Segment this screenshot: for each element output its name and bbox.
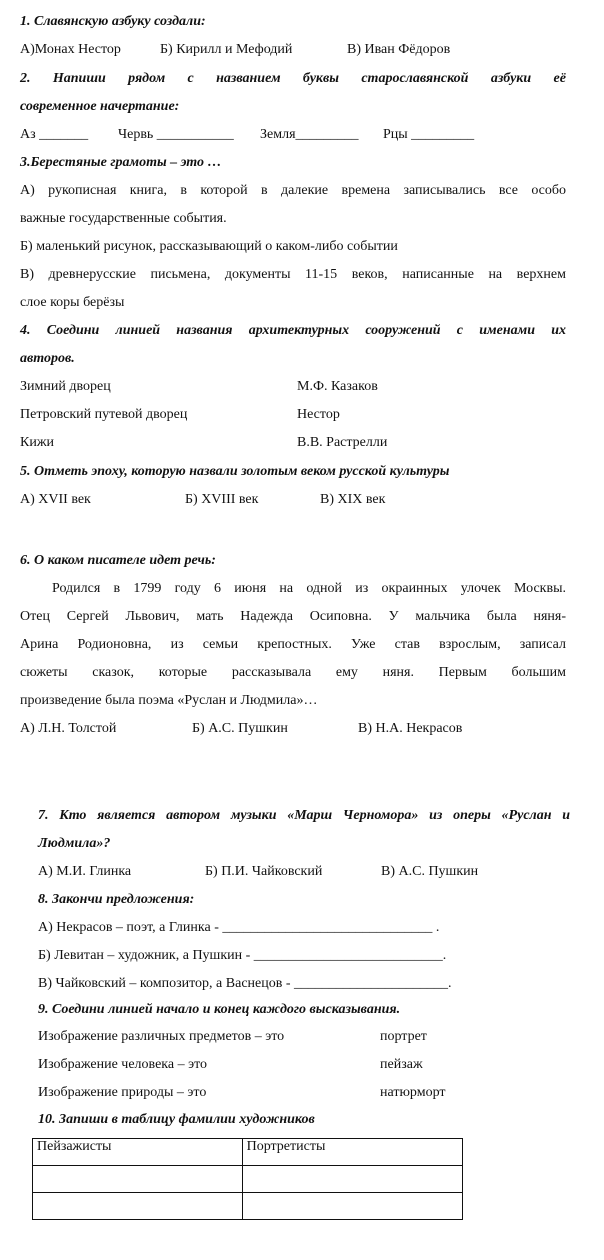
q1-title: 1. Славянскую азбуку создали: xyxy=(20,14,206,29)
q3-option-c-line2: слое коры берёзы xyxy=(20,295,125,310)
table-header-row xyxy=(33,1139,463,1166)
q2-title-line2: современное начертание: xyxy=(20,99,180,114)
q7-option-b: Б) П.И. Чайковский xyxy=(205,864,323,879)
table-header-portrait: Портретисты xyxy=(242,1139,462,1166)
q6-option-b: Б) А.С. Пушкин xyxy=(192,721,288,736)
q4-left-item: Петровский путевой дворец xyxy=(20,407,188,422)
q4-right-item: М.Ф. Казаков xyxy=(297,379,378,394)
table-header-landscape: Пейзажисты xyxy=(33,1139,243,1166)
q2-item-zemlya: Земля_________ xyxy=(260,127,359,142)
q6-title: 6. О каком писателе идет речь: xyxy=(20,553,216,568)
table-row xyxy=(33,1166,463,1193)
q5-title: 5. Отметь эпоху, которую назвали золотым веком русской культуры xyxy=(20,464,450,479)
q9-right-item: портрет xyxy=(380,1029,427,1044)
q8-item: А) Некрасов – поэт, а Глинка - ______________________________ . xyxy=(38,920,440,935)
table-cell[interactable] xyxy=(33,1193,243,1220)
q4-right-item: В.В. Растрелли xyxy=(297,435,388,450)
q1-option-b: Б) Кирилл и Мефодий xyxy=(160,42,293,57)
q2-item-rtsy: Рцы _________ xyxy=(383,127,475,142)
q2-title-line1: 2. Напиши рядом с названием буквы старославянской азбуки её xyxy=(20,71,566,86)
q6-text-line: Родился в 1799 году 6 июня на одной из окраинных улочек Москвы. xyxy=(52,581,566,596)
q6-option-a: А) Л.Н. Толстой xyxy=(20,721,117,736)
table-cell[interactable] xyxy=(33,1166,243,1193)
q4-title-line2: авторов. xyxy=(20,351,75,366)
q3-title: 3.Берестяные грамоты – это … xyxy=(20,155,222,170)
q5-option-a: А) XVII век xyxy=(20,492,91,507)
q9-left-item: Изображение различных предметов – это xyxy=(38,1029,285,1044)
q9-left-item: Изображение природы – это xyxy=(38,1085,207,1100)
q2-item-az: Аз _______ xyxy=(20,127,89,142)
q3-option-c-line1: В) древнерусские письмена, документы 11-15 веков, написанные на верхнем xyxy=(20,267,566,282)
q9-left-item: Изображение человека – это xyxy=(38,1057,208,1072)
q6-option-c: В) Н.А. Некрасов xyxy=(358,721,463,736)
q1-option-a: А)Монах Нестор xyxy=(20,42,121,57)
q4-left-item: Зимний дворец xyxy=(20,379,111,394)
q3-option-b: Б) маленький рисунок, рассказывающий о каком-либо событии xyxy=(20,239,398,254)
q4-right-item: Нестор xyxy=(297,407,340,422)
q3-option-a-line1: А) рукописная книга, в которой в далекие времена записывались все особо xyxy=(20,183,566,198)
q5-option-c: В) XIX век xyxy=(320,492,386,507)
q7-title-line2: Людмила»? xyxy=(38,836,111,851)
q8-title: 8. Закончи предложения: xyxy=(38,892,195,907)
q4-left-item: Кижи xyxy=(20,435,54,450)
q10-title: 10. Запиши в таблицу фамилии художников xyxy=(38,1112,315,1127)
q7-title-line1: 7. Кто является автором музыки «Марш Черномора» из оперы «Руслан и xyxy=(38,808,570,823)
q4-title-line1: 4. Соедини линией названия архитектурных сооружений с именами их xyxy=(20,323,566,338)
artists-table xyxy=(32,1138,463,1220)
q6-text-line: Отец Сергей Львович, мать Надежда Осиповна. У мальчика была няня- xyxy=(20,609,566,624)
q9-title: 9. Соедини линией начало и конец каждого высказывания. xyxy=(38,1002,401,1017)
q1-option-c: В) Иван Фёдоров xyxy=(347,42,451,57)
q8-item: Б) Левитан – художник, а Пушкин - ___________________________. xyxy=(38,948,447,963)
q6-text-line: произведение была поэма «Руслан и Людмила»… xyxy=(20,693,318,708)
q6-text-line: Арина Родионовна, из семьи крепостных. Уже став взрослым, записал xyxy=(20,637,566,652)
q8-item: В) Чайковский – композитор, а Васнецов - ______________________. xyxy=(38,976,452,991)
table-row xyxy=(33,1193,463,1220)
q5-option-b: Б) XVIII век xyxy=(185,492,259,507)
table-cell[interactable] xyxy=(242,1166,462,1193)
q9-right-item: пейзаж xyxy=(380,1057,423,1072)
q2-item-cherv: Червь ___________ xyxy=(118,127,234,142)
q9-right-item: натюрморт xyxy=(380,1085,446,1100)
table-cell[interactable] xyxy=(242,1193,462,1220)
q7-option-a: А) М.И. Глинка xyxy=(38,864,132,879)
q7-option-c: В) А.С. Пушкин xyxy=(381,864,479,879)
q3-option-a-line2: важные государственные события. xyxy=(20,211,227,226)
q6-text-line: сюжеты сказок, которые рассказывала ему няня. Первым большим xyxy=(20,665,566,680)
